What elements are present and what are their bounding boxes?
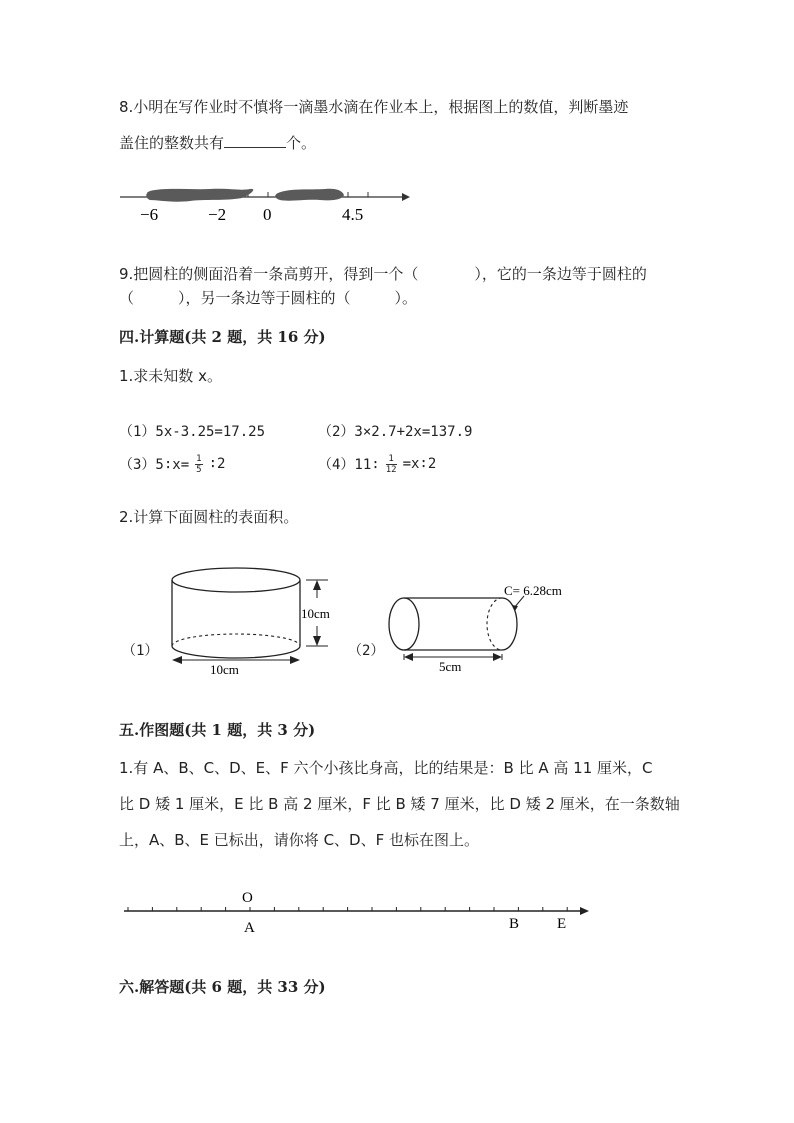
- frac-num: 1: [196, 453, 202, 464]
- s5-line2: 比 D 矮 1 厘米，E 比 B 高 2 厘米，F 比 B 矮 7 厘米，比 D 矮 2 厘米，在一条数轴: [119, 795, 680, 813]
- axis-point-e: E: [557, 916, 567, 932]
- q9-line2-b: ），另一条边等于圆柱的（: [178, 289, 351, 307]
- section5-title: 五.作图题(共 1 题，共 3 分): [119, 721, 316, 739]
- axis-point-b: B: [509, 916, 520, 932]
- inked-number-line: [110, 178, 420, 228]
- axis-origin-label: O: [242, 890, 253, 906]
- nl-label-4-5: 4.5: [342, 205, 364, 224]
- q8-line2-text: 盖住的整数共有: [119, 134, 225, 152]
- equation-3: [119, 450, 225, 478]
- fig2-length-label: 5cm: [439, 659, 462, 674]
- q9-line1-b: ），它的一条边等于圆柱的: [474, 265, 647, 283]
- upright-cylinder-figure: [160, 560, 350, 682]
- equation-3-a: （3）5∶x=: [119, 457, 190, 473]
- equation-3-b: ∶2: [208, 456, 226, 472]
- equation-1: （1）5x-3.25=17.25: [119, 424, 266, 440]
- q9-line1: [119, 264, 647, 284]
- nl-label-neg6: −6: [140, 205, 159, 224]
- s4-q1: 1.求未知数 x。: [119, 367, 222, 385]
- lying-cylinder-figure: [382, 578, 572, 674]
- q8-line2: [119, 133, 316, 153]
- equation-2: （2）3×2.7+2x=137.9: [318, 424, 473, 440]
- ink-blot-left: [146, 189, 253, 202]
- fraction-1-5: [195, 454, 202, 475]
- ink-blot-right: [275, 189, 344, 201]
- fig1-label: （1）: [122, 643, 159, 659]
- q8-line2-tail: 个。: [286, 134, 317, 152]
- fig1-height-label: 10cm: [301, 606, 330, 621]
- q9-line2: [119, 288, 417, 308]
- frac-den: 12: [385, 464, 397, 475]
- fig1-diameter-label: 10cm: [210, 662, 239, 677]
- s5-line1: 1.有 A、B、C、D、E、F 六个小孩比身高，比的结果是：B 比 A 高 11 厘米，C: [119, 759, 653, 777]
- nl-label-neg2: −2: [208, 205, 227, 224]
- frac-den: 5: [196, 464, 202, 475]
- fig2-circumference-label: C= 6.28cm: [504, 583, 562, 598]
- q9-line1-a: 9.把圆柱的侧面沿着一条高剪开，得到一个（: [119, 265, 419, 283]
- q8-line1: 8.小明在写作业时不慎将一滴墨水滴在作业本上，根据图上的数值，判断墨迹: [119, 98, 629, 116]
- s5-line3: 上，A、B、E 已标出，请你将 C、D、F 也标在图上。: [119, 831, 479, 849]
- fraction-1-12: [386, 454, 397, 475]
- q9-line2-a: （: [119, 289, 135, 307]
- nl-label-zero: 0: [263, 205, 272, 224]
- equation-4-b: =x∶2: [402, 456, 437, 472]
- fig2-label: （2）: [348, 643, 385, 659]
- answer-blank[interactable]: [224, 133, 286, 148]
- q9-line2-c: ）。: [394, 289, 418, 307]
- equation-4: [318, 450, 436, 478]
- height-number-axis: [118, 882, 598, 942]
- s4-q2: 2.计算下面圆柱的表面积。: [119, 508, 299, 526]
- section6-title: 六.解答题(共 6 题，共 33 分): [119, 978, 326, 996]
- frac-num: 1: [386, 454, 397, 465]
- section4-title: 四.计算题(共 2 题，共 16 分): [119, 328, 326, 346]
- equation-4-a: （4）11∶: [318, 457, 380, 473]
- axis-point-a: A: [244, 920, 255, 936]
